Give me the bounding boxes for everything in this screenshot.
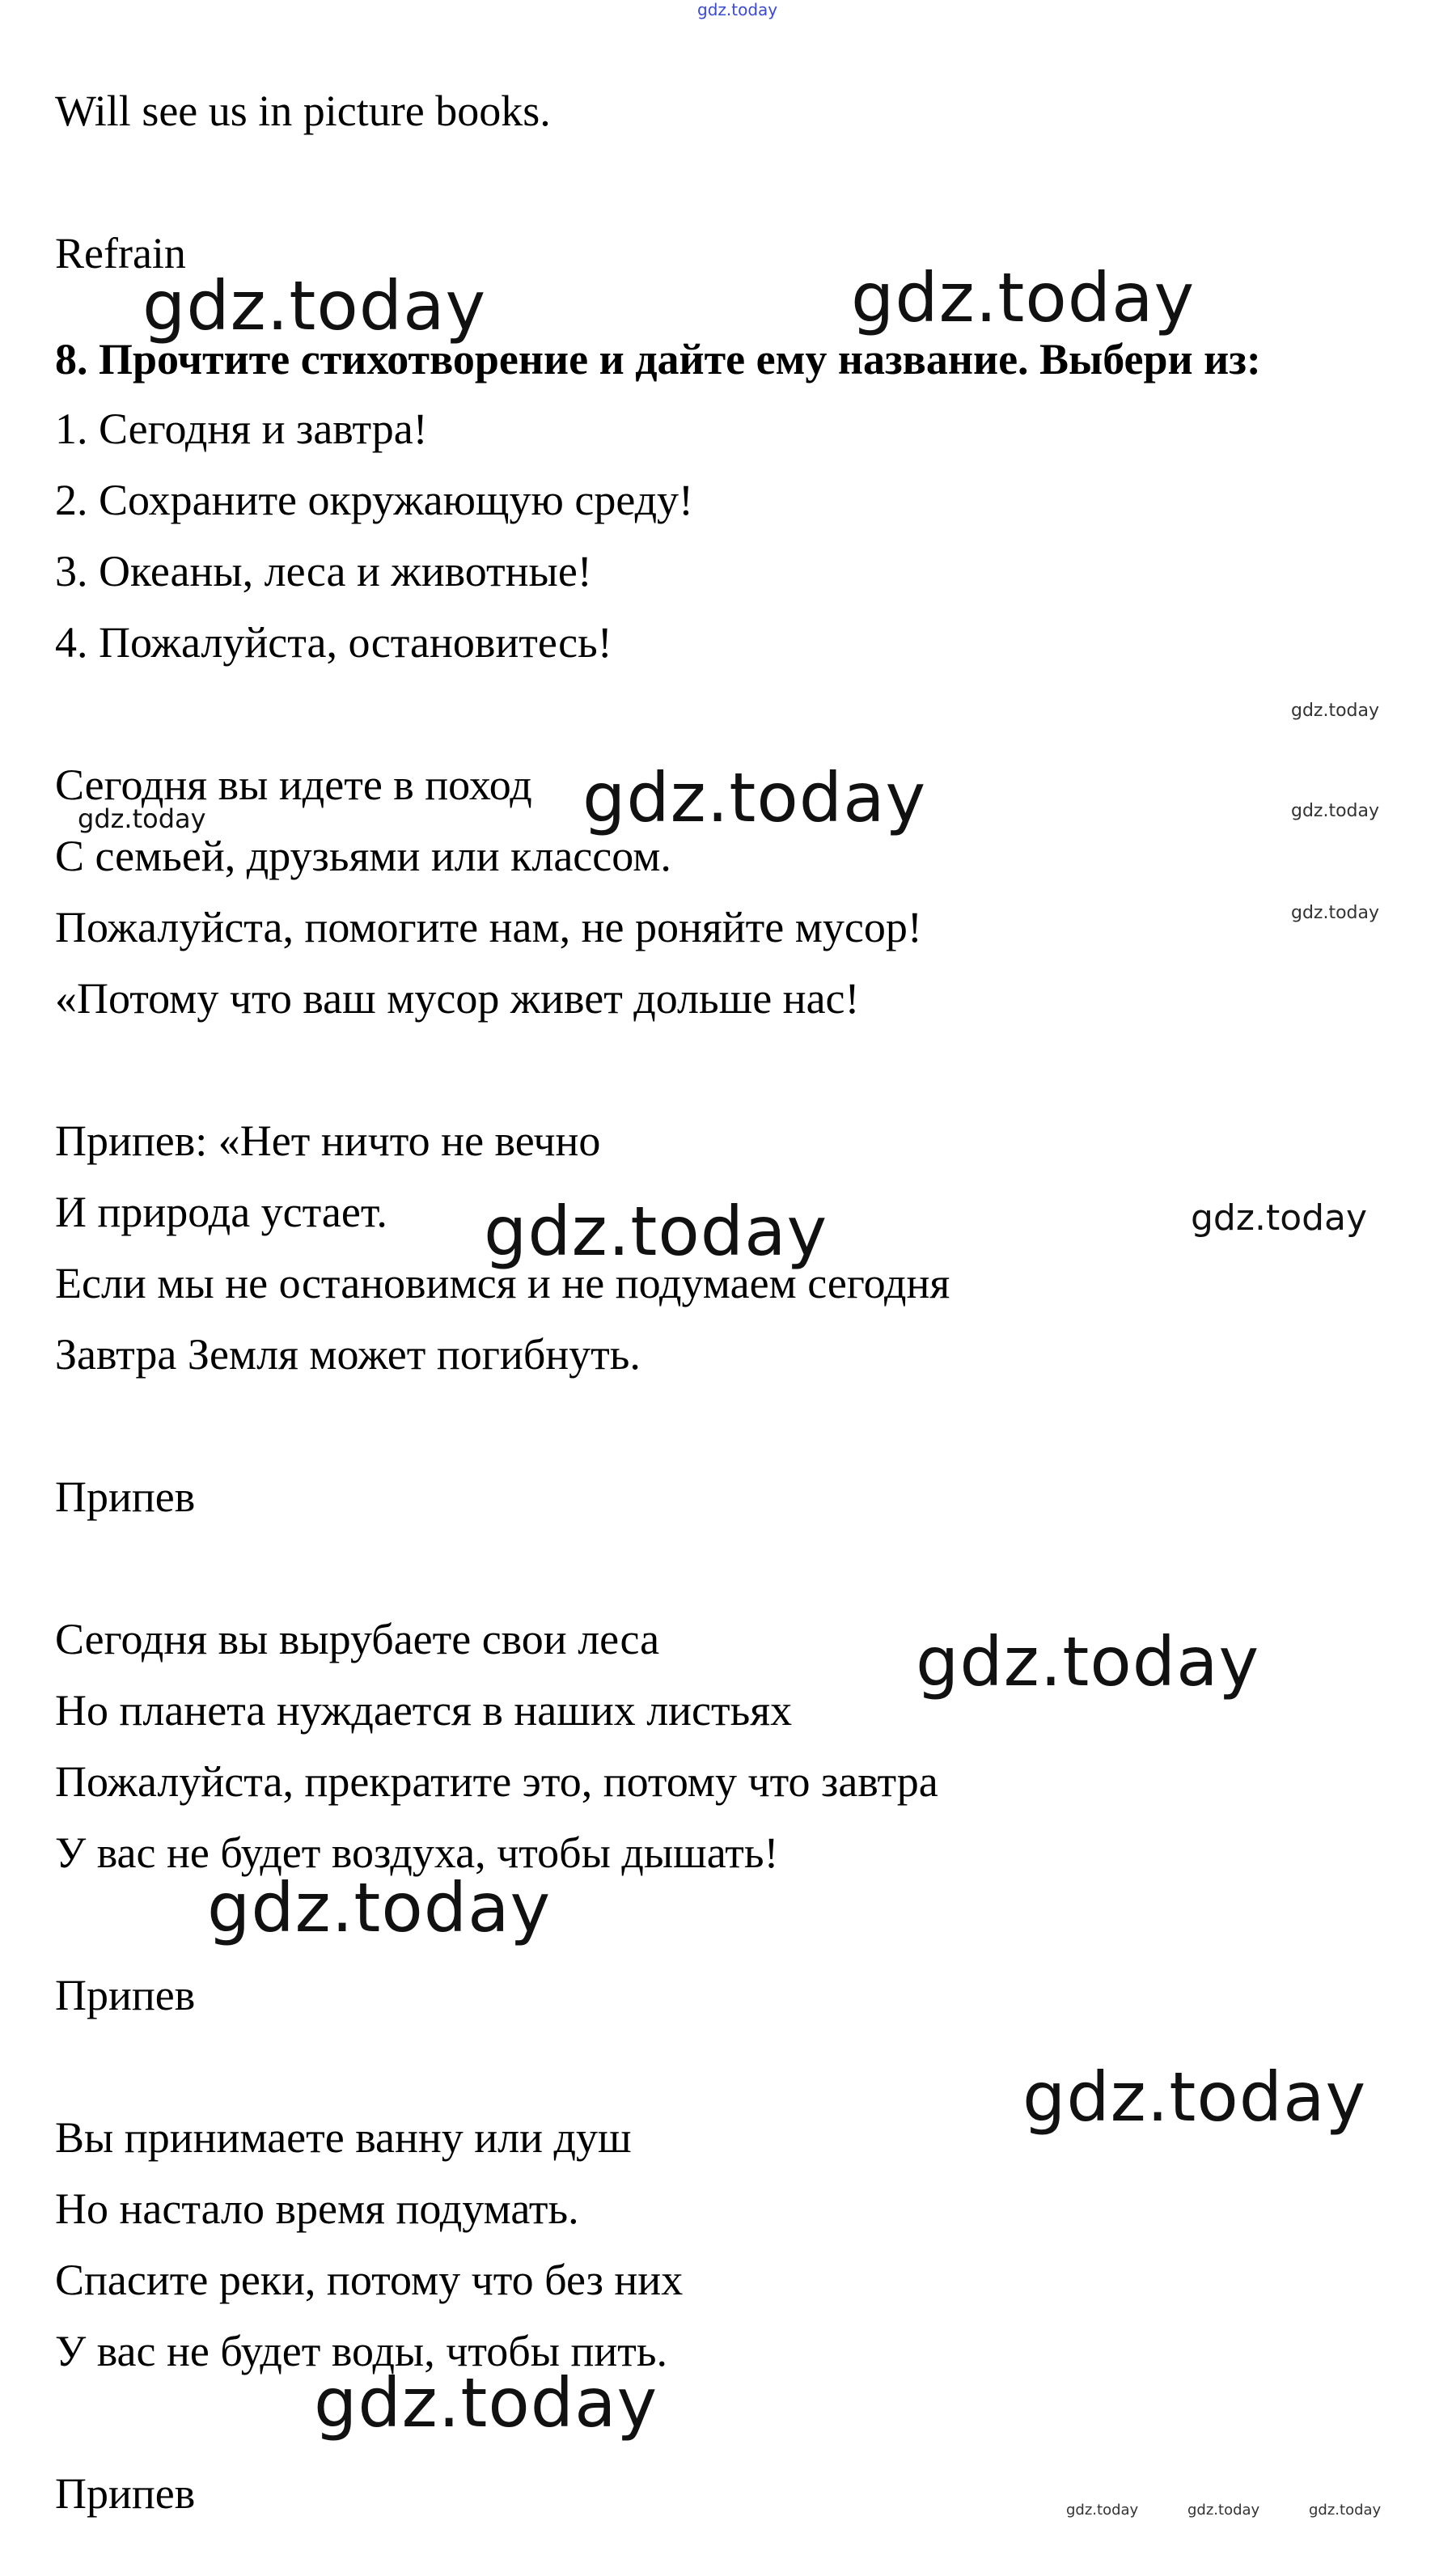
poem-line: Сегодня вы идете в поход bbox=[55, 761, 532, 809]
poem-line: У вас не будет воды, чтобы пить. bbox=[55, 2327, 668, 2375]
poem-line: Сегодня вы вырубаете свои леса bbox=[55, 1615, 660, 1663]
refrain-line: Припев bbox=[55, 2469, 196, 2518]
poem-line: Завтра Земля может погибнуть. bbox=[55, 1330, 641, 1379]
watermark: gdz.today bbox=[1291, 701, 1380, 721]
watermark: gdz.today bbox=[1291, 801, 1380, 821]
poem-line: Пожалуйста, прекратите это, потому что завтра bbox=[55, 1757, 938, 1806]
poem-line: Припев: «Нет ничто не вечно bbox=[55, 1116, 601, 1165]
poem-line: Но планета нуждается в наших листьях bbox=[55, 1686, 793, 1735]
task-heading: 8. Прочтите стихотворение и дайте ему название. Выбери из: bbox=[55, 335, 1261, 383]
poem-line: Но настало время подумать. bbox=[55, 2184, 579, 2233]
refrain-line: Припев bbox=[55, 1472, 196, 1521]
option-2: 2. Сохраните окружающую среду! bbox=[55, 476, 694, 524]
watermark: gdz.today bbox=[1191, 1197, 1368, 1239]
watermark: gdz.today bbox=[1022, 2057, 1367, 2137]
watermark: gdz.today bbox=[1291, 903, 1380, 923]
text-line: Refrain bbox=[55, 229, 186, 278]
text-line: Will see us in picture books. bbox=[55, 87, 551, 135]
watermark: gdz.today bbox=[314, 2363, 658, 2443]
watermark: gdz.today bbox=[851, 258, 1196, 337]
poem-line: Если мы не остановимся и не подумаем сегодня bbox=[55, 1259, 950, 1307]
option-1: 1. Сегодня и завтра! bbox=[55, 405, 428, 453]
watermark: gdz.today bbox=[1187, 2502, 1260, 2519]
option-4: 4. Пожалуйста, остановитесь! bbox=[55, 618, 612, 667]
poem-line: «Потому что ваш мусор живет дольше нас! bbox=[55, 974, 860, 1023]
refrain-line: Припев bbox=[55, 1971, 196, 2019]
watermark: gdz.today bbox=[1066, 2502, 1139, 2519]
watermark: gdz.today bbox=[484, 1192, 828, 1271]
watermark: gdz.today bbox=[1309, 2502, 1382, 2519]
watermark: gdz.today bbox=[142, 266, 487, 345]
poem-line: С семьей, друзьями или классом. bbox=[55, 832, 671, 880]
watermark: gdz.today bbox=[78, 803, 206, 834]
poem-line: У вас не будет воздуха, чтобы дышать! bbox=[55, 1828, 779, 1877]
poem-line: И природа устает. bbox=[55, 1188, 387, 1236]
watermark-top: gdz.today bbox=[697, 0, 778, 19]
watermark: gdz.today bbox=[207, 1868, 552, 1947]
poem-line: Спасите реки, потому что без них bbox=[55, 2256, 684, 2304]
poem-line: Вы принимаете ванну или душ bbox=[55, 2113, 632, 2162]
watermark: gdz.today bbox=[916, 1622, 1260, 1701]
poem-line: Пожалуйста, помогите нам, не роняйте мусор! bbox=[55, 903, 922, 951]
option-3: 3. Океаны, леса и животные! bbox=[55, 547, 592, 595]
watermark: gdz.today bbox=[582, 758, 927, 837]
